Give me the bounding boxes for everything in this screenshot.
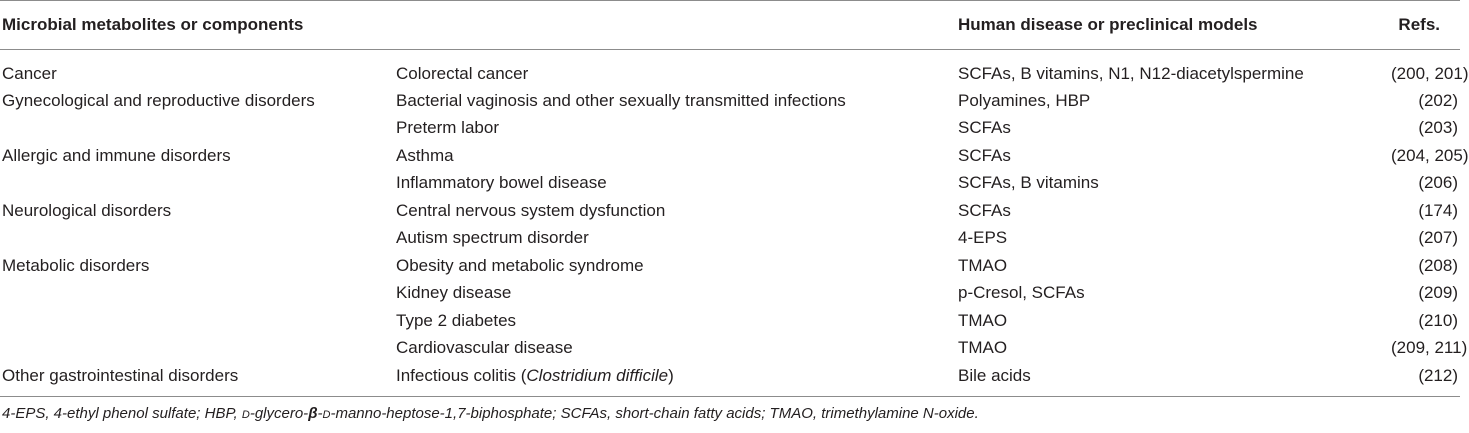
table-row <box>0 362 1460 396</box>
cell-disease <box>394 362 956 396</box>
table-header <box>0 1 1460 50</box>
header-microbial-metabolites: Microbial metabolites or components <box>0 1 394 50</box>
header-row <box>0 1 1460 50</box>
cell-refs: (208) <box>1418 255 1458 275</box>
cell-category: Gynecological and reproductive disorders <box>2 90 315 110</box>
cell-metabolites: Bile acids <box>956 362 1389 396</box>
table-row <box>0 115 1460 143</box>
cell-category: Allergic and immune disorders <box>2 145 231 165</box>
cell-disease: Colorectal cancer <box>396 63 529 83</box>
cell-refs: (202) <box>1418 90 1458 110</box>
table-row <box>0 50 1460 88</box>
footnote-part1: 4-EPS, 4-ethyl phenol sulfate; HBP, <box>2 404 242 422</box>
cell-disease: Kidney disease <box>396 283 512 303</box>
cell-refs: (212) <box>1389 362 1460 396</box>
table-row <box>0 335 1460 363</box>
cell-refs: (203) <box>1418 118 1458 138</box>
cell-disease: Type 2 diabetes <box>396 310 517 330</box>
cell-metabolites: SCFAs <box>958 200 1011 220</box>
header-disease-blank <box>394 1 956 50</box>
cell-disease: Asthma <box>396 145 454 165</box>
cell-disease: Preterm labor <box>396 118 499 138</box>
cell-metabolites: SCFAs <box>958 145 1011 165</box>
cell-refs: (174) <box>1418 200 1458 220</box>
cell-disease: Autism spectrum disorder <box>396 228 589 248</box>
table-row <box>0 252 1460 280</box>
disease-prefix: Infectious colitis ( <box>396 365 527 385</box>
cell-refs: (207) <box>1418 228 1458 248</box>
header-human-disease: Human disease or preclinical models <box>956 1 1389 50</box>
footnote-part4: -manno-heptose-1,7-biphosphate; SCFAs, short-chain fatty acids; TMAO, trimethylamine N-oxide. <box>330 404 979 422</box>
cell-metabolites: TMAO <box>958 255 1008 275</box>
cell-disease: Central nervous system dysfunction <box>396 200 666 220</box>
cell-metabolites: SCFAs <box>958 118 1011 138</box>
cell-category: Cancer <box>2 63 57 83</box>
disease-suffix: ) <box>668 365 674 385</box>
table-row <box>0 142 1460 170</box>
cell-disease: Inflammatory bowel disease <box>396 173 607 193</box>
table-body <box>0 50 1469 397</box>
cell-refs: (209) <box>1418 283 1458 303</box>
cell-refs: (206) <box>1418 173 1458 193</box>
cell-category <box>0 170 394 198</box>
cell-metabolites: p-Cresol, SCFAs <box>958 283 1085 303</box>
footnote-d-prefix-1: d <box>241 404 250 422</box>
cell-disease: Cardiovascular disease <box>396 338 573 358</box>
cell-metabolites: Polyamines, HBP <box>958 90 1091 110</box>
cell-category: Metabolic disorders <box>2 255 150 275</box>
footnote-beta-symbol: β <box>308 404 318 422</box>
footnote-part2: -glycero- <box>249 404 309 422</box>
table-row <box>0 225 1460 253</box>
cell-refs: (209, 211) <box>1391 338 1468 358</box>
cell-disease: Bacterial vaginosis and other sexually transmitted infections <box>396 90 846 110</box>
cell-category <box>0 280 394 308</box>
cell-metabolites: SCFAs, B vitamins, N1, N12-diacetylspermine <box>958 63 1304 83</box>
table-row <box>0 87 1460 115</box>
table-row <box>0 170 1460 198</box>
cell-category <box>0 115 394 143</box>
table-row <box>0 280 1460 308</box>
cell-category: Other gastrointestinal disorders <box>0 362 394 396</box>
footnote-d-prefix-2: d <box>322 404 331 422</box>
table-row <box>0 307 1460 335</box>
table-footnote <box>0 397 1460 422</box>
cell-disease: Obesity and metabolic syndrome <box>396 255 644 275</box>
cell-metabolites: SCFAs, B vitamins <box>958 173 1099 193</box>
cell-refs: (210) <box>1418 310 1458 330</box>
cell-category <box>0 307 394 335</box>
disease-italic-species: Clostridium difficile <box>526 365 669 385</box>
footnote-part3: - <box>317 404 323 422</box>
table-row <box>0 197 1460 225</box>
cell-refs: (204, 205) <box>1391 145 1469 165</box>
cell-metabolites: 4-EPS <box>958 228 1008 248</box>
cell-metabolites: TMAO <box>958 310 1008 330</box>
header-refs: Refs. <box>1389 1 1460 50</box>
cell-metabolites: TMAO <box>958 338 1008 358</box>
cell-category <box>0 335 394 363</box>
cell-category <box>0 225 394 253</box>
cell-refs: (200, 201) <box>1391 63 1469 83</box>
cell-category: Neurological disorders <box>2 200 172 220</box>
